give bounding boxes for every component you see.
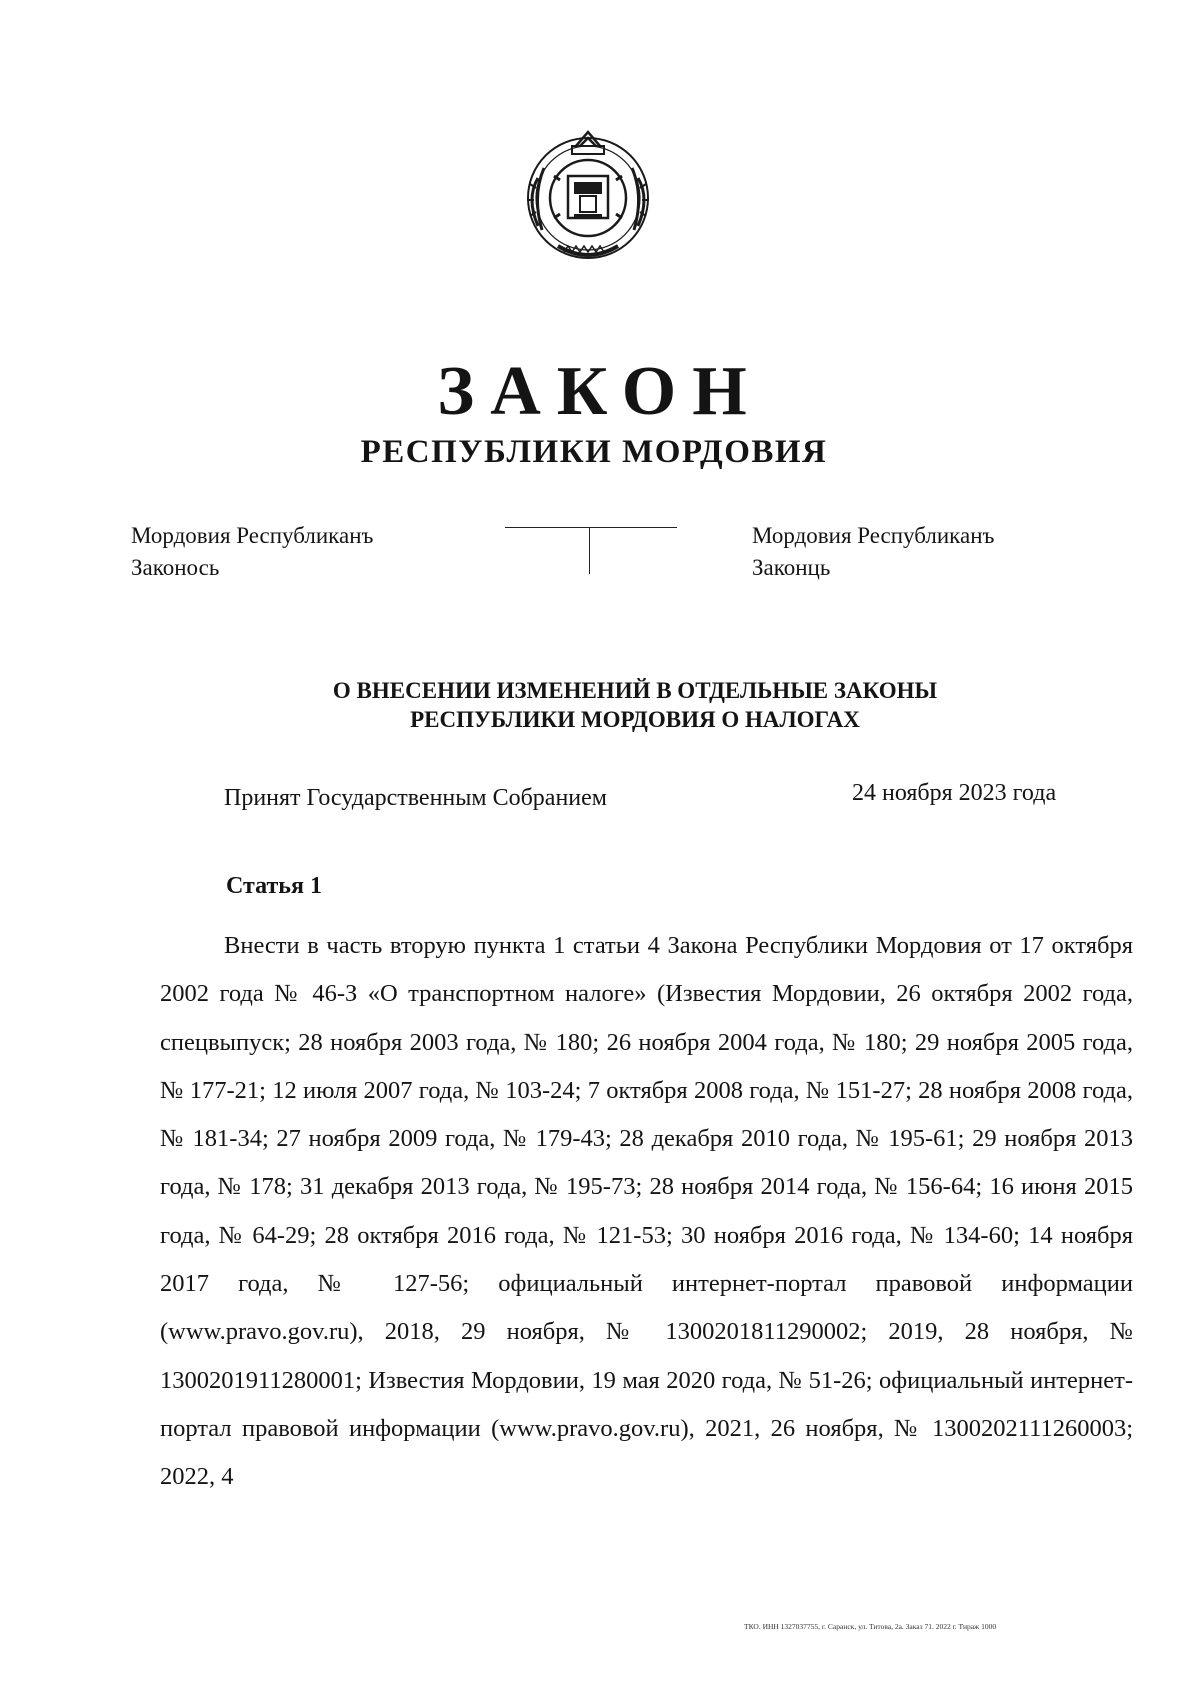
erzya-line: Мордовия Республиканъ bbox=[752, 523, 995, 548]
moksha-line: Мордовия Республиканъ bbox=[131, 523, 374, 548]
separator-line bbox=[505, 527, 677, 528]
separator-line-vertical bbox=[589, 528, 590, 574]
article-text: Внести в часть вторую пункта 1 статьи 4 Закона Республики Мордовия от 17 октября 2002 года № 46-З «О транспортном налоге» (Известия Мордовии, 26 октября 2002 года, спецвыпуск; 28 ноября 2003 года, № 180; 26 ноября 2004 года, № 180; 29 ноября 2005 года, № 177-21; 12 июля 2007 года, № 103-24; 7 октября 2008 года, № 151-27; 28 ноября 2008 года, № 181-34; 27 ноября 2009 года, № 179-43; 28 декабря 2010 года, № 195-61; 29 ноября 2013 года, № 178; 31 декабря 2013 года, № 195-73; 28 ноября 2014 года, № 156-64; 16 июня 2015 года, № 64-29; 28 октября 2016 года, № 121-53; 30 ноября 2016 года, № 134-60; 14 ноября 2017 года, № 127-56; официальный интернет-портал правовой информации (www.pravo.gov.ru), 2018, 29 ноября, № 1300201811290002; 2019, 28 ноября, № 1300201911280001; Известия Мордовии, 19 мая 2020 года, № 51-26; официальный интернет-портал правовой информации (www.pravo.gov.ru), 2021, 26 ноября, № 1300202111260003; 2022, 4 bbox=[160, 932, 1133, 1491]
erzya-heading bbox=[752, 520, 994, 584]
law-title: ЗАКОН bbox=[437, 353, 763, 430]
document-title-line: РЕСПУБЛИКИ МОРДОВИЯ О НАЛОГАХ bbox=[410, 707, 860, 732]
coat-of-arms-icon bbox=[518, 118, 658, 268]
article-body bbox=[160, 922, 1133, 1502]
document-title-line: О ВНЕСЕНИИ ИЗМЕНЕНИЙ В ОТДЕЛЬНЫЕ ЗАКОНЫ bbox=[332, 678, 938, 703]
article-heading: Статья 1 bbox=[226, 873, 322, 899]
moksha-line: Законось bbox=[131, 555, 220, 580]
moksha-heading bbox=[131, 520, 373, 584]
adoption-date: 24 ноября 2023 года bbox=[852, 780, 1057, 806]
law-subtitle: РЕСПУБЛИКИ МОРДОВИЯ bbox=[360, 434, 828, 470]
erzya-line: Законць bbox=[752, 555, 831, 580]
adopted-by: Принят Государственным Собранием bbox=[224, 785, 607, 811]
document-title bbox=[0, 676, 1200, 734]
printer-footer: ТКО. ИНН 1327037755, г. Саранск, ул. Титова, 2а. Заказ 71. 2022 г. Тираж 1000 bbox=[744, 1622, 997, 1631]
